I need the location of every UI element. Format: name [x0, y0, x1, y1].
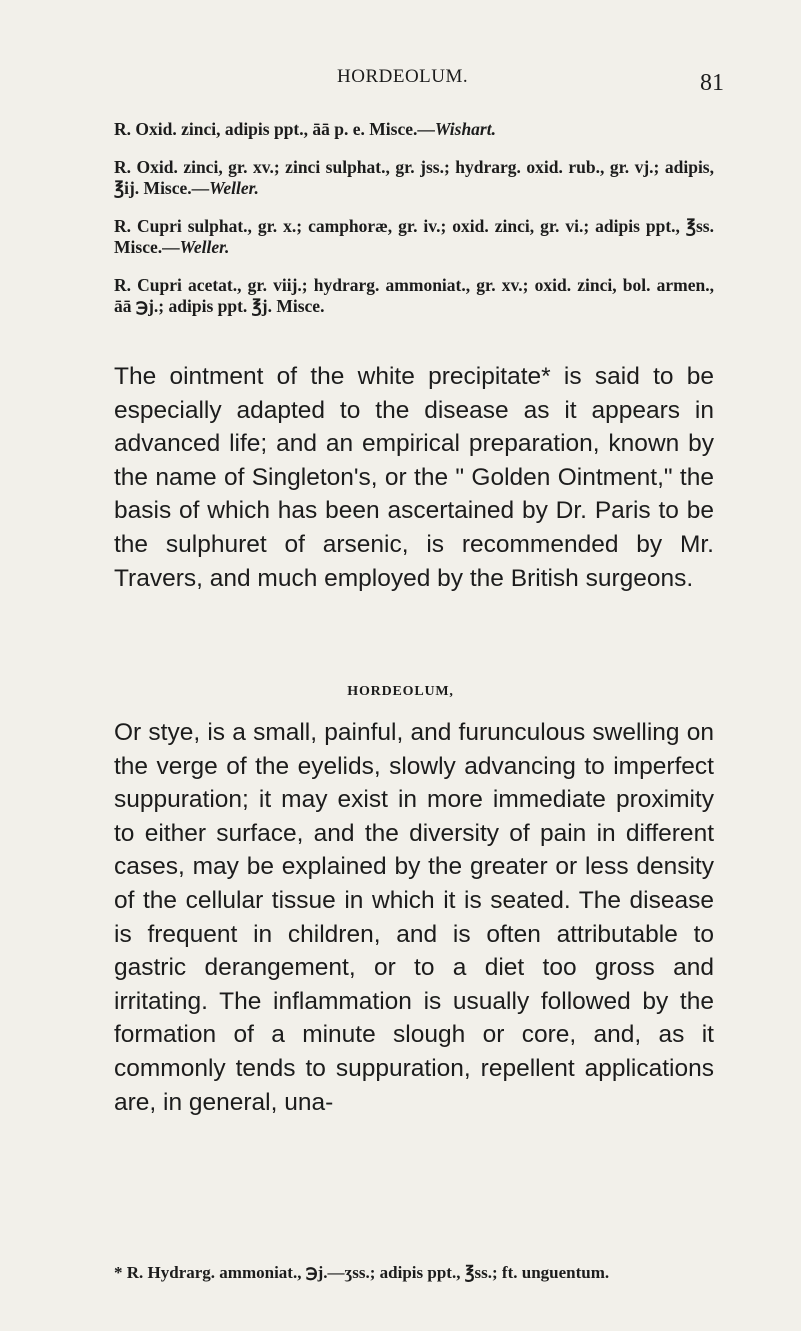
recipe-item	[114, 157, 714, 199]
section-heading: HORDEOLUM,	[347, 684, 454, 699]
recipe-item	[114, 216, 714, 258]
hordeolum-paragraph-block	[114, 716, 714, 1119]
recipe-text: R. Oxid. zinci, adipis ppt., āā p. e. Misce.—	[114, 119, 435, 139]
page-number: 81	[700, 70, 724, 96]
hordeolum-paragraph: Or stye, is a small, painful, and furunculous swelling on the verge of the eyelids, slowly advancing to imperfect suppuration; it may exist in more immediate proximity to either surface, and the diversity of pain in different cases, may be explained by the greater or less density of the cellular tissue in which it is seated. The disease is frequent in children, and is often attributable to gastric derangement, or to a diet too gross and irritating. The inflammation is usually followed by the formation of a minute slough or core, and, as it commonly tends to suppuration, repellent applications are, in general, una-	[114, 719, 714, 1116]
recipe-text: R. Cupri sulphat., gr. x.; camphoræ, gr. iv.; oxid. zinci, gr. vi.; adipis ppt., ℥ss. Misce.—	[114, 216, 714, 257]
recipe-item	[114, 119, 714, 140]
running-head	[0, 62, 801, 102]
recipe-text: R. Oxid. zinci, gr. xv.; zinci sulphat., gr. jss.; hydrarg. oxid. rub., gr. vj.; adipis, ℥ij. Misce.—	[114, 157, 714, 198]
footnote: * R. Hydrarg. ammoniat., ℈j.—ʒss.; adipis ppt., ℥ss.; ft. unguentum.	[114, 1263, 610, 1282]
recipe-list	[114, 119, 714, 334]
recipe-item	[114, 275, 714, 317]
recipe-author: Weller.	[179, 237, 230, 257]
running-title: HORDEOLUM.	[337, 66, 469, 87]
recipe-author: Wishart.	[434, 119, 496, 139]
ointment-paragraph: The ointment of the white precipitate* is said to be especially adapted to the disease as it appears in advanced life; and an empirical preparation, known by the name of Singleton's, or the " Golden Ointment," the basis of which has been ascertained by Dr. Paris to be the sulphuret of arsenic, is recommended by Mr. Travers, and much employed by the British surgeons.	[114, 363, 714, 592]
recipe-author: Weller.	[209, 178, 259, 198]
recipe-text: R. Cupri acetat., gr. viij.; hydrarg. ammoniat., gr. xv.; oxid. zinci, bol. armen., āā ℈j.; adipis ppt. ℥j. Misce.	[114, 275, 714, 316]
ointment-paragraph-block	[114, 360, 714, 595]
